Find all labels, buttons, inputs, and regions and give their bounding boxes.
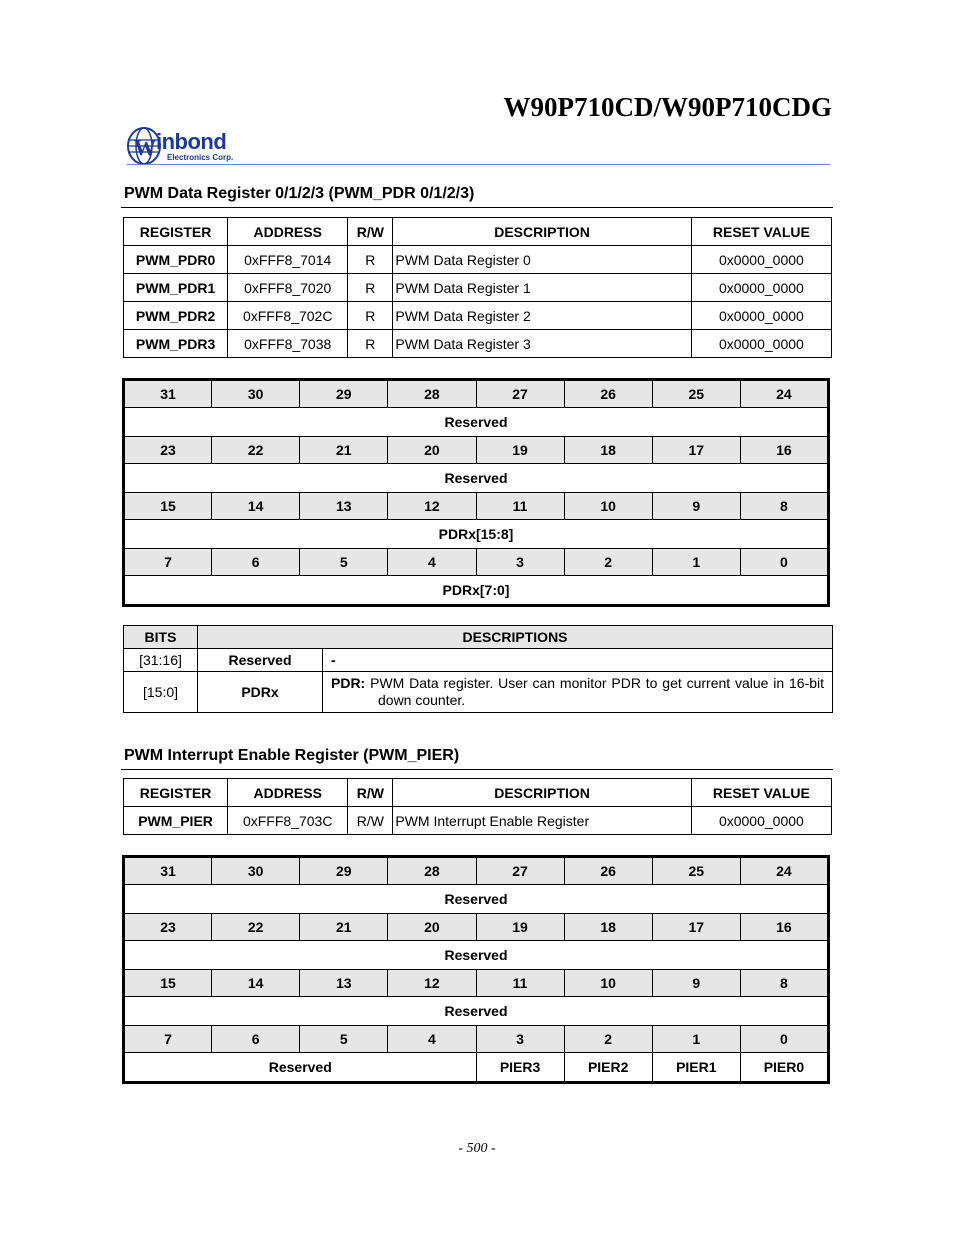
register-row: [124, 274, 832, 302]
bit-number: 27: [476, 380, 564, 408]
bit-number: 18: [564, 437, 652, 464]
winbond-logo: [127, 126, 257, 166]
bit-number: 28: [388, 380, 476, 408]
bit-number: 3: [476, 1026, 564, 1053]
bit-number: 6: [212, 1026, 300, 1053]
page-number: - 500 -: [458, 1141, 496, 1156]
bit-number: 24: [740, 857, 828, 885]
register-header-row: [124, 779, 832, 807]
logo-subtitle: Electronics Corp.: [167, 153, 234, 162]
bit-number: 20: [388, 437, 476, 464]
description-body: PWM Data register. User can monitor PDR to get current value in 16-bit down counter.: [370, 675, 825, 708]
section-title-pdr: PWM Data Register 0/1/2/3 (PWM_PDR 0/1/2/3): [124, 185, 475, 202]
bit-number: 23: [124, 437, 212, 464]
bit-number-row: [124, 970, 829, 997]
bit-number: 1: [652, 1026, 740, 1053]
bit-number: 22: [212, 437, 300, 464]
bit-number: 30: [212, 380, 300, 408]
bit-number: 8: [740, 970, 828, 997]
column-header: ADDRESS: [228, 779, 348, 807]
section-divider: [121, 769, 833, 770]
bit-number: 12: [388, 493, 476, 520]
column-header: DESCRIPTION: [393, 218, 691, 246]
register-cell: R: [348, 274, 393, 302]
document-title: W90P710CD/W90P710CDG: [503, 92, 832, 122]
register-row: [124, 246, 832, 274]
bit-field: PIER2: [564, 1053, 652, 1083]
bits-range: [15:0]: [124, 672, 198, 713]
bit-number: 11: [476, 970, 564, 997]
bit-field-row: [124, 941, 829, 970]
bit-number: 7: [124, 1026, 212, 1053]
description-body: -: [331, 651, 336, 668]
bit-number: 16: [740, 437, 828, 464]
bit-field: PIER1: [652, 1053, 740, 1083]
bit-field-row: [124, 464, 829, 493]
bit-field: Reserved: [124, 408, 829, 437]
bit-number: 0: [740, 1026, 828, 1053]
bit-description-table-pdr: [123, 625, 833, 713]
register-cell: PWM Data Register 1: [393, 274, 691, 302]
register-cell: 0x0000_0000: [691, 302, 831, 330]
header-divider: [127, 164, 830, 165]
bit-field-row: [124, 520, 829, 549]
register-cell: R: [348, 330, 393, 358]
bit-number: 10: [564, 493, 652, 520]
bit-number: 5: [300, 1026, 388, 1053]
description-header-row: [124, 626, 833, 649]
column-header: DESCRIPTIONS: [198, 626, 833, 649]
register-cell: 0x0000_0000: [691, 330, 831, 358]
bit-field-row: [124, 576, 829, 606]
section-divider: [121, 207, 833, 208]
bit-number: 0: [740, 549, 828, 576]
bit-field: Reserved: [124, 464, 829, 493]
section-title-pier: PWM Interrupt Enable Register (PWM_PIER): [124, 747, 460, 764]
bit-number-row: [124, 493, 829, 520]
bit-number: 29: [300, 857, 388, 885]
bit-number: 22: [212, 914, 300, 941]
register-row: [124, 302, 832, 330]
column-header: REGISTER: [124, 779, 228, 807]
description-text: [331, 652, 824, 669]
bit-number-row: [124, 549, 829, 576]
bit-number-row: [124, 380, 829, 408]
register-cell: 0xFFF8_702C: [228, 302, 348, 330]
description-label: PDR:: [331, 675, 366, 691]
description-row: [124, 672, 833, 713]
register-cell: PWM_PDR0: [124, 246, 228, 274]
bit-number-row: [124, 1026, 829, 1053]
register-cell: PWM_PDR1: [124, 274, 228, 302]
bits-range: [31:16]: [124, 649, 198, 672]
column-header: DESCRIPTION: [393, 779, 691, 807]
bit-number: 17: [652, 914, 740, 941]
bit-number: 27: [476, 857, 564, 885]
column-header: BITS: [124, 626, 198, 649]
register-cell: PWM Data Register 3: [393, 330, 691, 358]
bit-number: 9: [652, 493, 740, 520]
bit-field: PDRx[7:0]: [124, 576, 829, 606]
description-text: [331, 675, 824, 709]
bit-field-table-pier: [122, 855, 830, 1084]
register-cell: PWM_PIER: [124, 807, 228, 835]
bit-number: 14: [212, 970, 300, 997]
field-name: PDRx: [198, 672, 323, 713]
bit-number: 11: [476, 493, 564, 520]
svg-text:W: W: [134, 135, 156, 160]
logo-wordmark: inbond: [156, 129, 227, 154]
register-cell: R: [348, 302, 393, 330]
bit-field-row: [124, 408, 829, 437]
register-cell: 0xFFF8_7020: [228, 274, 348, 302]
bit-number: 1: [652, 549, 740, 576]
field-description: [323, 649, 833, 672]
bit-number: 12: [388, 970, 476, 997]
register-cell: 0xFFF8_7014: [228, 246, 348, 274]
bit-number: 23: [124, 914, 212, 941]
bit-number: 21: [300, 914, 388, 941]
bit-number: 16: [740, 914, 828, 941]
column-header: R/W: [348, 779, 393, 807]
register-table-pdr: [123, 217, 832, 358]
bit-number: 26: [564, 857, 652, 885]
bit-number: 24: [740, 380, 828, 408]
bit-number-row: [124, 857, 829, 885]
bit-number: 19: [476, 437, 564, 464]
register-cell: PWM Data Register 2: [393, 302, 691, 330]
bit-field: PDRx[15:8]: [124, 520, 829, 549]
bit-field-table-pdr: [122, 378, 830, 607]
register-header-row: [124, 218, 832, 246]
bit-number: 5: [300, 549, 388, 576]
bit-field: Reserved: [124, 941, 829, 970]
bit-field: Reserved: [124, 885, 829, 914]
bit-number: 3: [476, 549, 564, 576]
bit-number: 30: [212, 857, 300, 885]
register-cell: PWM Interrupt Enable Register: [393, 807, 691, 835]
column-header: ADDRESS: [228, 218, 348, 246]
bit-field: PIER0: [740, 1053, 828, 1083]
bit-number: 26: [564, 380, 652, 408]
bit-number: 20: [388, 914, 476, 941]
register-row: [124, 807, 832, 835]
bit-number: 15: [124, 970, 212, 997]
register-cell: PWM Data Register 0: [393, 246, 691, 274]
bit-number: 31: [124, 380, 212, 408]
bit-number: 9: [652, 970, 740, 997]
bit-number: 31: [124, 857, 212, 885]
register-cell: R/W: [348, 807, 393, 835]
bit-number: 14: [212, 493, 300, 520]
register-cell: 0x0000_0000: [691, 274, 831, 302]
bit-number: 13: [300, 493, 388, 520]
bit-field: PIER3: [476, 1053, 564, 1083]
bit-field: Reserved: [124, 1053, 477, 1083]
column-header: R/W: [348, 218, 393, 246]
register-cell: 0x0000_0000: [691, 246, 831, 274]
register-table-pier: [123, 778, 832, 835]
column-header: RESET VALUE: [691, 779, 831, 807]
bit-field-row: [124, 885, 829, 914]
bit-field-row: [124, 997, 829, 1026]
bit-number: 28: [388, 857, 476, 885]
column-header: RESET VALUE: [691, 218, 831, 246]
bit-number: 19: [476, 914, 564, 941]
bit-number: 2: [564, 1026, 652, 1053]
register-row: [124, 330, 832, 358]
description-row: [124, 649, 833, 672]
register-cell: PWM_PDR3: [124, 330, 228, 358]
bit-number-row: [124, 914, 829, 941]
field-name: Reserved: [198, 649, 323, 672]
register-cell: R: [348, 246, 393, 274]
bit-number: 29: [300, 380, 388, 408]
bit-number: 8: [740, 493, 828, 520]
bit-number: 2: [564, 549, 652, 576]
bit-number: 6: [212, 549, 300, 576]
bit-number: 15: [124, 493, 212, 520]
register-cell: 0xFFF8_7038: [228, 330, 348, 358]
bit-number: 17: [652, 437, 740, 464]
bit-number: 4: [388, 549, 476, 576]
bit-number: 25: [652, 380, 740, 408]
field-description: [323, 672, 833, 713]
bit-number: 10: [564, 970, 652, 997]
bit-number: 21: [300, 437, 388, 464]
bit-number: 18: [564, 914, 652, 941]
bit-number: 13: [300, 970, 388, 997]
register-cell: 0xFFF8_703C: [228, 807, 348, 835]
bit-number: 25: [652, 857, 740, 885]
bit-field: Reserved: [124, 997, 829, 1026]
bit-number: 7: [124, 549, 212, 576]
column-header: REGISTER: [124, 218, 228, 246]
bit-field-row: [124, 1053, 829, 1083]
bit-number-row: [124, 437, 829, 464]
register-cell: PWM_PDR2: [124, 302, 228, 330]
bit-number: 4: [388, 1026, 476, 1053]
register-cell: 0x0000_0000: [691, 807, 831, 835]
